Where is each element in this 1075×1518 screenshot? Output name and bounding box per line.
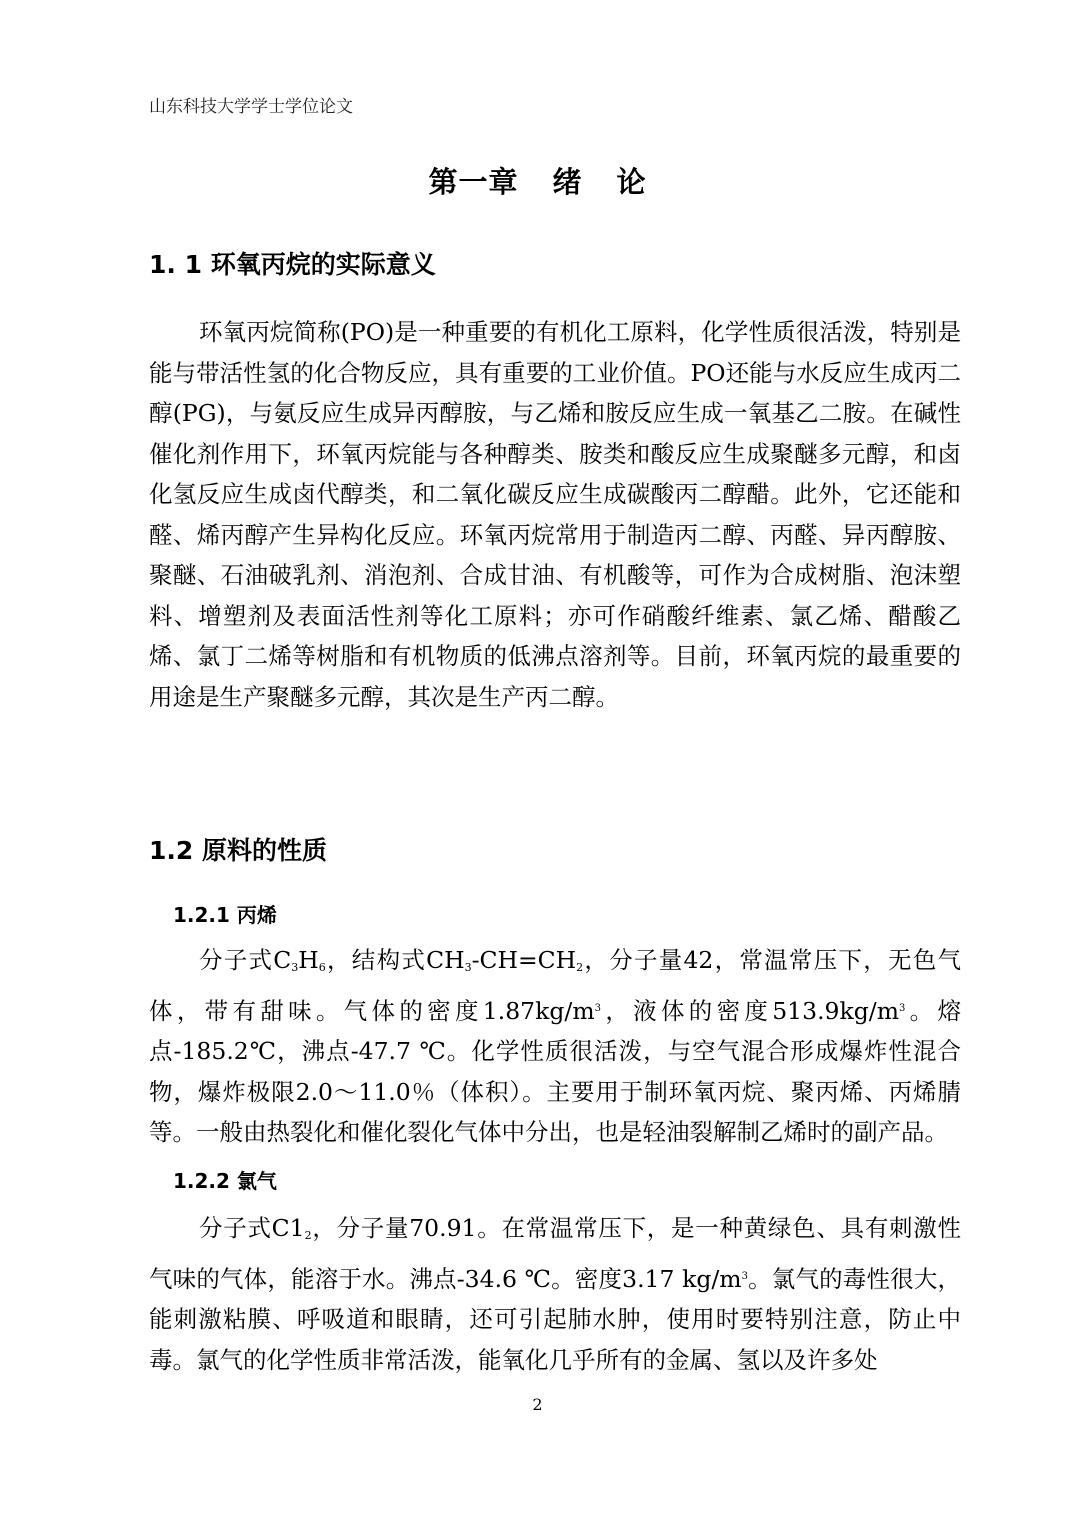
subsection-heading-1-2-1: 1.2.1 丙烯 bbox=[173, 903, 277, 927]
running-header: 山东科技大学学士学位论文 bbox=[149, 97, 353, 117]
subsection-heading-1-2-2: 1.2.2 氯气 bbox=[173, 1169, 277, 1193]
propylene-paragraph: 分子式$C_3H_6$，结构式$CH_3-CH=CH_2$，分子量42，常温常压下，无色气体，带有甜味。气体的密度$1.87kg/m^3$，液体的密度$513.9kg/m^3$。熔点-185.2℃，沸点-47.7 ℃。化学性质很活泼，与空气混合形成爆炸性混合物，爆炸极限2.0～11.0％（体积）。主要用于制环氧丙烷、聚丙烯、丙烯腈等。一般由热裂化和催化裂化气体中分出，也是轻油裂解制乙烯时的副产品。 bbox=[149, 946, 962, 1146]
chapter-title bbox=[0, 160, 1075, 201]
chlorine-paragraph: 分子式$C1_2$，分子量70.91。在常温常压下，是一种黄绿色、具有刺激性气味的气体，能溶于水。沸点-34.6 ℃。密度3.17 $kg/m^3$。氯气的毒性很大，能刺激粘膜、呼吸道和眼睛，还可引起肺水肿，使用时要特别注意，防止中毒。氯气的化学性质非常活泼，能氧化几乎所有的金属、氢以及许多处 bbox=[149, 1214, 961, 1374]
section-heading-1-1: 1. 1 环氧丙烷的实际意义 bbox=[149, 250, 436, 279]
section-1-1-paragraph: 环氧丙烷简称(PO)是一种重要的有机化工原料，化学性质很活泼，特别是能与带活性氢的化合物反应，具有重要的工业价值。PO还能与水反应生成丙二醇(PG)，与氨反应生成异丙醇胺，与乙烯和胺反应生成一氧基乙二胺。在碱性催化剂作用下，环氧丙烷能与各种醇类、胺类和酸反应生成聚醚多元醇，和卤化氢反应生成卤代醇类，和二氧化碳反应生成碳酸丙二醇醋。此外，它还能和醛、烯丙醇产生异构化反应。环氧丙烷常用于制造丙二醇、丙醛、异丙醇胺、聚醚、石油破乳剂、消泡剂、合成甘油、有机酸等，可作为合成树脂、泡沫塑料、增塑剂及表面活性剂等化工原料；亦可作硝酸纤维素、氯乙烯、醋酸乙烯、氯丁二烯等树脂和有机物质的低沸点溶剂等。目前，环氧丙烷的最重要的用途是生产聚醚多元醇，其次是生产丙二醇。 bbox=[149, 318, 961, 711]
chapter-title-number: 第一章 bbox=[428, 165, 519, 199]
page-number: 2 bbox=[532, 1395, 543, 1414]
chapter-title-word-1: 绪 bbox=[552, 165, 583, 199]
section-heading-1-2: 1.2 原料的性质 bbox=[149, 836, 327, 865]
chapter-title-word-2: 论 bbox=[616, 165, 647, 199]
